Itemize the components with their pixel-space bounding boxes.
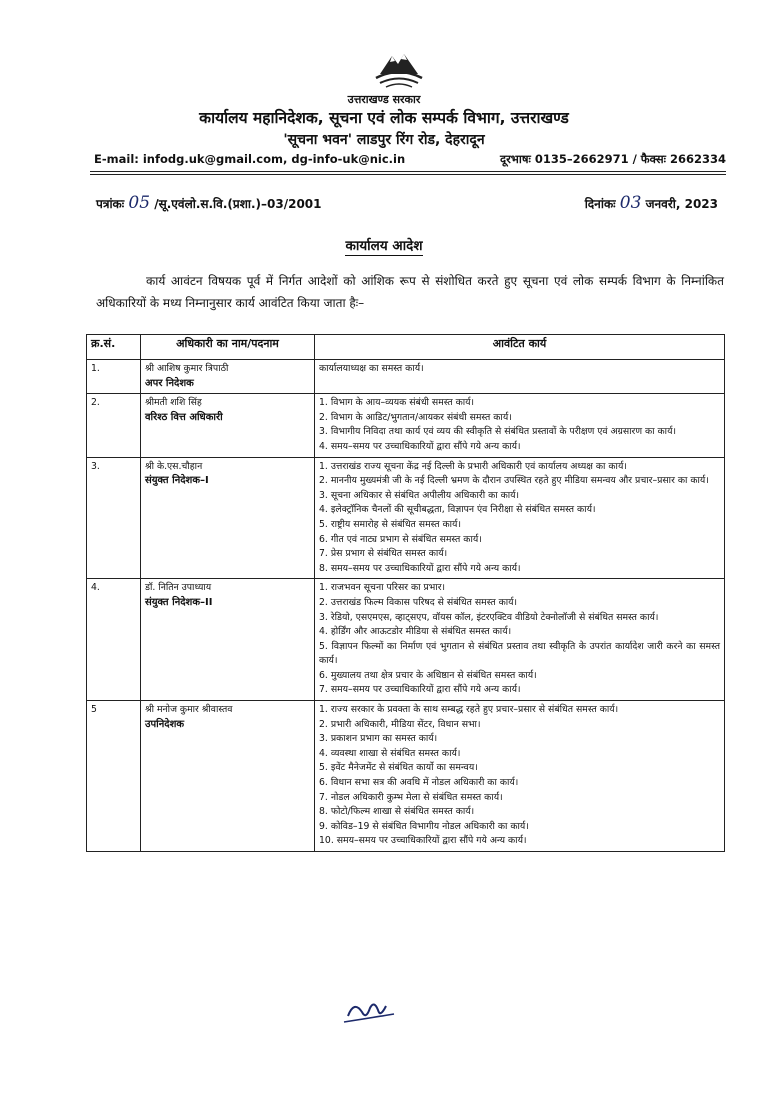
- reference-line: [96, 193, 718, 213]
- date-block: [585, 193, 718, 213]
- officer-name: श्रीमती शशि सिंह: [145, 397, 202, 409]
- task-item: 7. नोडल अधिकारी कुम्भ मेला से संबंधित समस्त कार्य।: [319, 791, 503, 803]
- reference-number: 05: [128, 193, 151, 213]
- task-item: 1. उत्तराखंड राज्य सूचना केंद्र नई दिल्ली के प्रभारी अधिकारी एवं कार्यालय अध्यक्ष का कार्य।: [319, 460, 627, 472]
- task-item: 6. मुख्यालय तथा क्षेत्र प्रचार के अधिष्ठान से संबंधित समस्त कार्य।: [319, 669, 537, 681]
- officer-designation: संयुक्त निदेशक–I: [145, 475, 209, 487]
- task-list: [319, 362, 720, 377]
- officer-designation: वरिश्ठ वित्त अधिकारी: [145, 411, 223, 423]
- task-item: 7. प्रेस प्रभाग से संबंधित समस्त कार्य।: [319, 548, 448, 560]
- tasks-cell: [315, 360, 725, 394]
- task-item: 2. प्रभारी अधिकारी, मीडिया सेंटर, विधान सभा।: [319, 718, 481, 730]
- reference-label: पत्रांकः: [96, 197, 125, 211]
- serial-number: 5: [87, 701, 141, 852]
- officer-cell: [141, 701, 315, 852]
- task-item: 8. फोटो/फिल्म शाखा से संबंधित समस्त कार्य।: [319, 806, 475, 818]
- document-title-text: कार्यालय आदेश: [345, 238, 423, 254]
- officer-designation: अपर निदेशक: [145, 377, 194, 389]
- task-item: 3. विभागीय निविदा तथा कार्य एवं व्यय की स्वीकृति से संबंधित प्रस्तावों के परीक्षण एवं अग्रसारण का कार्य।: [319, 426, 676, 438]
- table-row: [87, 701, 725, 852]
- table-row: [87, 579, 725, 701]
- task-item: 5. इवेंट मैनेजमेंट से संबंधित कार्यो का समन्वय।: [319, 762, 478, 774]
- header-officer: अधिकारी का नाम/पदनाम: [141, 335, 315, 360]
- table-body: [87, 360, 725, 852]
- task-item: 6. विधान सभा सत्र की अवधि में नोडल अधिकारी का कार्य।: [319, 777, 519, 789]
- task-item: 1. विभाग के आय–व्ययक संबंधी समस्त कार्य।: [319, 397, 475, 409]
- uttarakhand-emblem-icon: [370, 48, 428, 88]
- officer-name: श्री के.एस.चौहान: [145, 460, 203, 472]
- task-item: 9. कोविड–19 से संबंधित विभागीय नोडल अधिकारी का कार्य।: [319, 820, 529, 832]
- government-name: उत्तराखण्ड सरकार: [347, 93, 421, 106]
- date-label: दिनांकः: [584, 197, 616, 211]
- officer-cell: [141, 394, 315, 457]
- task-item: 7. समय–समय पर उच्चाधिकारियों द्वारा सौंपे गये अन्य कार्य।: [319, 684, 521, 696]
- task-item: 3. रेडियो, एसएमएस, व्हाट्सएप, वॉयस कॉल, इंटरएक्टिव वीडियो टेक्नोलॉजी से संबंधित समस्त कार्य।: [319, 611, 659, 623]
- officer-designation: संयुक्त निदेशक–II: [145, 596, 213, 608]
- tasks-cell: [315, 394, 725, 457]
- officer-name: डॉ. नितिन उपाध्याय: [145, 582, 212, 594]
- officer-cell: [141, 457, 315, 579]
- intro-paragraph: कार्य आवंटन विषयक पूर्व में निर्गत आदेशों को आंशिक रूप से संशोधित करते हुए सूचना एवं लोक सम्पर्क विभाग के निम्नांकित अधिकारियों के मध्य निम्नानुसार कार्य आवंटित किया जाता हैः–: [96, 274, 724, 310]
- tasks-cell: [315, 701, 725, 852]
- signature-mark: [340, 996, 400, 1026]
- table-row: [87, 360, 725, 394]
- task-list: [319, 460, 720, 577]
- task-item: 4. होर्डिंग और आऊटडोर मीडिया से संबंधित समस्त कार्य।: [319, 626, 512, 638]
- reference-code: /सू.एवंलो.स.वि.(प्रशा.)–03/2001: [154, 197, 322, 211]
- tasks-cell: [315, 457, 725, 579]
- allocation-table: [86, 334, 725, 852]
- officer-cell: [141, 360, 315, 394]
- task-list: [319, 396, 720, 454]
- office-name: कार्यालय महानिदेशक, सूचना एवं लोक सम्पर्क विभाग, उत्तराखण्ड: [199, 109, 569, 127]
- date-month-year: जनवरी, 2023: [645, 197, 718, 211]
- officer-name: श्री मनोज कुमार श्रीवास्तव: [145, 704, 233, 716]
- task-item: 2. विभाग के आडिट/भुगतान/आयकर संबंधी समस्त कार्य।: [319, 411, 512, 423]
- task-item: 10. समय–समय पर उच्चाधिकारियों द्वारा सौंपे गये अन्य कार्य।: [319, 835, 527, 847]
- header-tasks: आवंटित कार्य: [315, 335, 725, 360]
- task-item: 3. प्रकाशन प्रभाग का समस्त कार्य।: [319, 733, 438, 745]
- contact-line: [94, 152, 726, 166]
- task-list: [319, 581, 720, 698]
- task-item: 6. गीत एवं नाट्य प्रभाग से संबंधित समस्त कार्य।: [319, 533, 482, 545]
- task-item: कार्यालयाध्यक्ष का समस्त कार्य।: [319, 363, 424, 374]
- email-text[interactable]: E-mail: infodg.uk@gmail.com, dg-info-uk@nic.in: [94, 152, 406, 166]
- officer-designation: उपनिदेशक: [145, 718, 185, 730]
- document-title: [0, 236, 768, 254]
- table-row: [87, 394, 725, 457]
- task-item: 4. इलेक्ट्रॉनिक चैनलों की सूचीबद्धता, विज्ञापन एंव निरीक्षा से संबंधित समस्त कार्य।: [319, 504, 596, 516]
- task-item: 4. समय–समय पर उच्चाधिकारियों द्वारा सौंपे गये अन्य कार्य।: [319, 440, 521, 452]
- officer-cell: [141, 579, 315, 701]
- header-divider-secondary: [90, 174, 726, 175]
- tasks-cell: [315, 579, 725, 701]
- task-item: 4. व्यवस्था शाखा से संबंधित समस्त कार्य।: [319, 747, 461, 759]
- header-serial: क्र.सं.: [87, 335, 141, 360]
- table-header-row: [87, 335, 725, 360]
- serial-number: 4.: [87, 579, 141, 701]
- task-item: 8. समय–समय पर उच्चाधिकारियों द्वारा सौंपे गये अन्य कार्य।: [319, 562, 521, 574]
- task-item: 3. सूचना अधिकार से संबंधित अपीलीय अधिकारी का कार्य।: [319, 489, 520, 501]
- serial-number: 2.: [87, 394, 141, 457]
- date-day: 03: [619, 193, 642, 213]
- phone-fax-text: दूरभाषः 0135–2662971 / फैक्सः 2662334: [499, 152, 726, 166]
- task-item: 2. उत्तराखंड फिल्म विकास परिषद से संबंधित समस्त कार्य।: [319, 596, 518, 608]
- task-item: 5. राष्ट्रीय समारोह से संबंधित समस्त कार्य।: [319, 518, 461, 530]
- header-divider: [90, 171, 726, 172]
- task-item: 2. माननीय मुख्यमंत्री जी के नई दिल्ली भ्रमण के दौरान उपस्थित रहते हुए मीडिया समन्वय और प्रचार–प्रसार का कार्य।: [319, 475, 709, 487]
- serial-number: 3.: [87, 457, 141, 579]
- task-item: 5. विज्ञापन फिल्मों का निर्माण एवं भुगतान से संबंधित प्रस्ताव तथा स्वीकृति के उपरांत कार्यादेश जारी करने का समस्त कार्य।: [319, 640, 720, 667]
- task-item: 1. राजभवन सूचना परिसर का प्रभार।: [319, 582, 446, 594]
- officer-name: श्री आशिष कुमार त्रिपाठी: [145, 363, 229, 374]
- task-list: [319, 703, 720, 849]
- serial-number: 1.: [87, 360, 141, 394]
- office-address: 'सूचना भवन' लाडपुर रिंग रोड, देहरादून: [283, 132, 485, 148]
- task-item: 1. राज्य सरकार के प्रवक्ता के साथ सम्बद्ध रहते हुए प्रचार–प्रसार से संबंधित समस्त कार्य।: [319, 704, 619, 716]
- table-row: [87, 457, 725, 579]
